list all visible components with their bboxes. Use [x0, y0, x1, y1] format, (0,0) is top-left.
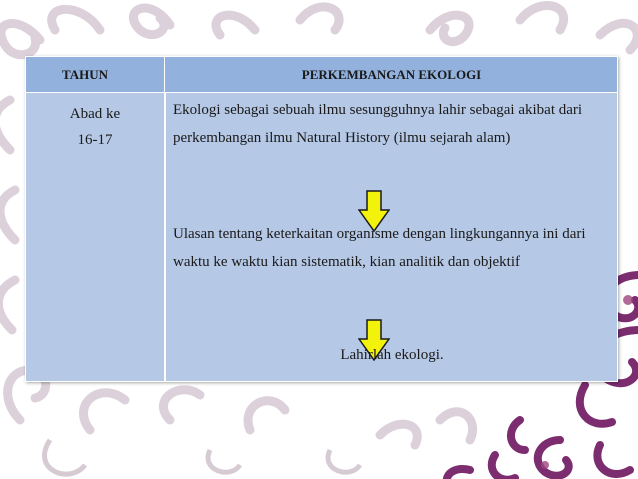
tahun-line-1: Abad ke — [69, 106, 121, 122]
ekologi-table — [25, 56, 618, 382]
tahun-line-2: 16-17 — [77, 132, 113, 148]
conclusion-text: Lahirlah ekologi. — [340, 347, 444, 363]
header-perkembangan-ekologi: PERKEMBANGAN EKOLOGI — [301, 67, 482, 82]
header-tahun: TAHUN — [26, 57, 165, 92]
perkembangan-cell — [166, 93, 617, 381]
table-header-row — [26, 57, 617, 92]
paragraph-keterkaitan-organisme: Ulasan tentang keterkaitan organisme dengan lingkungannya ini dari waktu ke waktu kian sistematik, kian analitik dan objektif — [173, 226, 586, 270]
paragraph-natural-history: Ekologi sebagai sebuah ilmu sesungguhnya lahir sebagai akibat dari perkembangan ilmu Natural History (ilmu sejarah alam) — [173, 102, 583, 146]
tahun-value — [26, 101, 164, 153]
tahun-cell — [26, 93, 164, 381]
